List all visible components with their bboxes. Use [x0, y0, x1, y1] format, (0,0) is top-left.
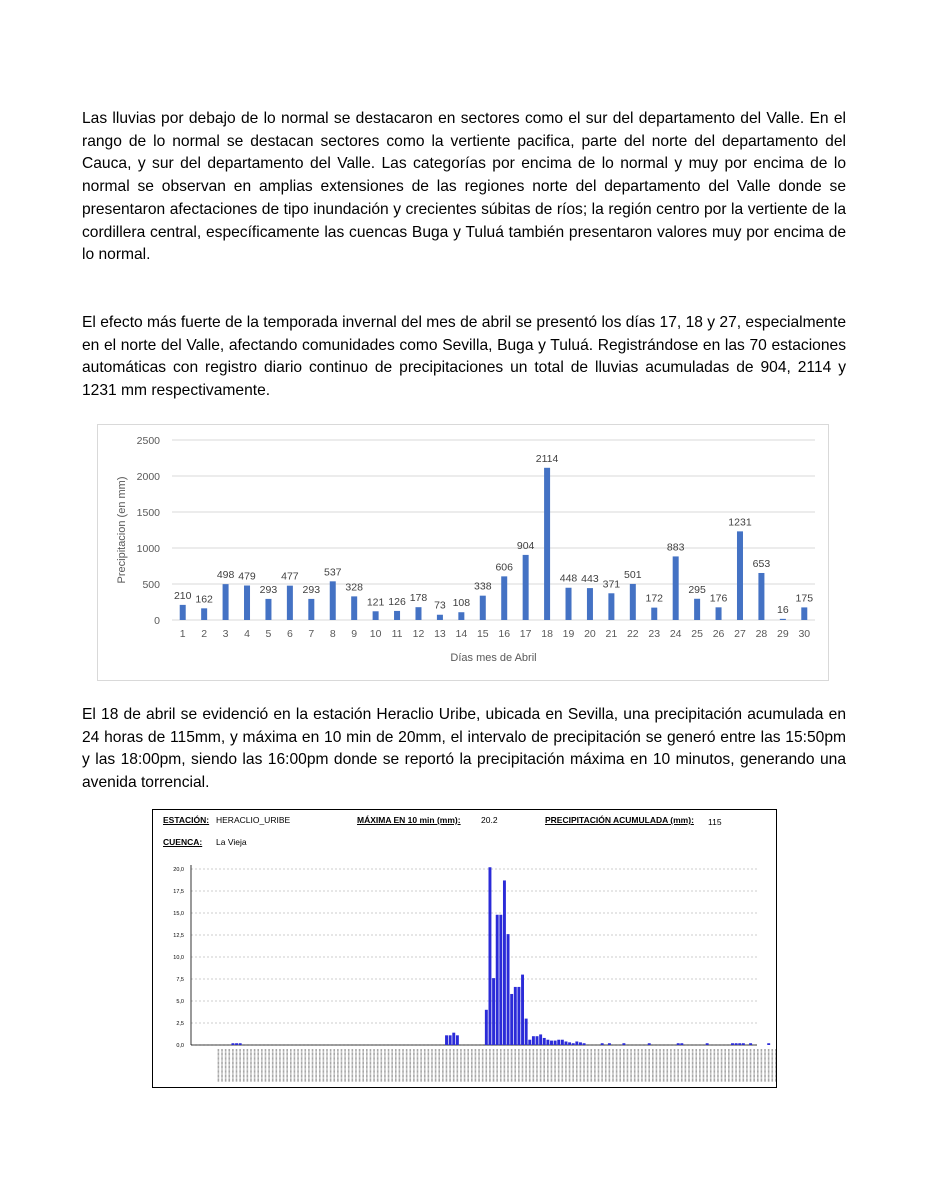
x-tick-label-1: 1: [179, 628, 186, 640]
data-label-day-24: 883: [666, 541, 685, 554]
bar-interval: [496, 915, 499, 1045]
bar-day-6: [287, 586, 293, 620]
data-label-day-30: 175: [795, 592, 814, 605]
data-label-day-18: 2114: [535, 452, 559, 465]
data-label-day-23: 172: [645, 592, 664, 605]
bar-day-25: [694, 599, 700, 620]
bar-interval: [543, 1038, 546, 1045]
x-tick-label-13: 13: [434, 628, 446, 640]
bar-interval: [510, 994, 513, 1045]
bar-interval: [507, 934, 510, 1045]
station-10min-chart-svg: [153, 810, 776, 1087]
y-tick-label-0: 0: [154, 615, 160, 627]
data-label-day-28: 653: [752, 557, 771, 570]
y-tick-label-4: 10,0: [173, 955, 184, 961]
station-10min-chart: [152, 809, 777, 1088]
x-tick-label-4: 4: [244, 628, 250, 640]
data-label-day-2: 162: [195, 593, 213, 606]
x-tick-label-22: 22: [626, 628, 639, 640]
y-tick-label-3: 1500: [136, 507, 160, 519]
bar-day-1: [180, 605, 186, 620]
x-tick-label-10: 10: [369, 628, 382, 640]
bar-interval: [738, 1043, 741, 1045]
y-tick-label-7: 17,5: [173, 889, 184, 895]
bar-interval: [731, 1043, 734, 1045]
bar-day-14: [458, 612, 464, 620]
bar-day-9: [351, 596, 357, 620]
bar-day-10: [373, 611, 379, 620]
bar-interval: [445, 1035, 448, 1045]
bar-interval: [742, 1043, 745, 1045]
y-tick-label-1: 500: [142, 579, 160, 591]
data-label-day-6: 477: [281, 570, 299, 583]
x-tick-label-2: 2: [201, 628, 208, 640]
data-label-day-8: 537: [323, 566, 342, 579]
x-tick-label-30: 30: [798, 628, 811, 640]
y-tick-label-3: 7,5: [176, 977, 184, 983]
bar-interval: [561, 1040, 564, 1045]
x-axis-title: Días mes de Abril: [450, 652, 537, 664]
bar-interval: [648, 1043, 651, 1045]
data-label-day-5: 293: [259, 583, 278, 596]
data-label-day-13: 73: [434, 599, 446, 612]
bar-interval: [235, 1043, 238, 1045]
bar-interval: [735, 1043, 738, 1045]
data-label-day-12: 178: [409, 592, 428, 605]
y-tick-label-2: 5,0: [176, 999, 184, 1005]
bar-interval: [239, 1043, 242, 1045]
bar-interval: [568, 1042, 571, 1045]
paragraph-winter-season-effect: El efecto más fuerte de la temporada invernal del mes de abril se presentó los días 17, 18 y 27, especialmente en el norte del Valle, afectando comunidades como Sevilla, Buga y Tuluá. Registrándose en las 70 estaciones automáticas con registro diario continuo de precipitaciones un total de lluvias acumuladas de 904, 2114 y 1231 mm respectivamente.: [82, 314, 846, 400]
bar-day-30: [801, 607, 807, 620]
bar-day-5: [265, 599, 271, 620]
x-tick-label-15: 15: [476, 628, 489, 640]
x-tick-label-6: 6: [286, 628, 293, 640]
bar-interval: [575, 1041, 578, 1045]
bar-day-19: [566, 588, 572, 620]
x-tick-label-27: 27: [734, 628, 746, 640]
data-label-day-26: 176: [709, 592, 728, 605]
bar-day-20: [587, 588, 593, 620]
x-tick-label-29: 29: [777, 628, 789, 640]
data-label-day-21: 371: [602, 578, 621, 591]
bar-day-3: [223, 584, 229, 620]
y-tick-label-0: 0,0: [176, 1043, 184, 1049]
x-tick-label-5: 5: [265, 628, 272, 640]
daily-precipitation-chart-svg: [98, 425, 828, 680]
bar-day-11: [394, 611, 400, 620]
daily-precipitation-chart: [97, 424, 829, 681]
bar-day-28: [758, 573, 764, 620]
bar-interval: [583, 1043, 586, 1045]
x-tick-label-19: 19: [562, 628, 575, 640]
x-tick-label-20: 20: [584, 628, 596, 640]
accumulated-value: 115: [708, 817, 722, 827]
bar-interval: [706, 1043, 709, 1045]
bar-interval: [485, 1010, 488, 1045]
bar-interval: [565, 1041, 568, 1045]
bar-interval: [539, 1034, 542, 1045]
x-tick-label-9: 9: [351, 628, 358, 640]
data-label-day-4: 479: [238, 570, 256, 583]
bar-interval: [550, 1041, 553, 1045]
bar-day-7: [308, 599, 314, 620]
x-tick-label-21: 21: [605, 628, 618, 640]
x-tick-label-28: 28: [755, 628, 768, 640]
bar-day-15: [480, 596, 486, 620]
basin-value: La Vieja: [216, 837, 247, 847]
data-label-day-7: 293: [302, 583, 321, 596]
bar-day-23: [651, 608, 657, 620]
y-tick-label-5: 2500: [136, 435, 160, 447]
x-tick-label-25: 25: [691, 628, 703, 640]
bar-day-17: [523, 555, 529, 620]
bar-interval: [680, 1043, 683, 1045]
data-label-day-14: 108: [452, 597, 471, 610]
bar-day-8: [330, 581, 336, 620]
bar-day-4: [244, 586, 250, 620]
x-tick-label-12: 12: [412, 628, 425, 640]
y-tick-label-1: 2,5: [176, 1021, 184, 1027]
y-tick-label-5: 12,5: [173, 933, 184, 939]
bar-interval: [546, 1040, 549, 1045]
bar-interval: [528, 1040, 531, 1045]
bar-interval: [536, 1036, 539, 1045]
bar-day-24: [673, 556, 679, 620]
x-tick-label-23: 23: [648, 628, 661, 640]
data-label-day-16: 606: [495, 561, 513, 574]
bar-day-26: [716, 607, 722, 620]
bar-day-21: [608, 593, 614, 620]
data-label-day-29: 16: [777, 603, 789, 616]
data-label-day-17: 904: [516, 539, 535, 552]
data-label-day-1: 210: [173, 589, 192, 602]
bar-interval: [601, 1043, 604, 1045]
bar-interval: [557, 1040, 560, 1045]
x-tick-label-26: 26: [712, 628, 725, 640]
bar-interval: [579, 1042, 582, 1045]
bar-interval: [677, 1043, 680, 1045]
bar-interval: [622, 1043, 625, 1045]
bar-interval: [749, 1043, 752, 1045]
bar-interval: [767, 1043, 770, 1045]
bar-interval: [452, 1033, 455, 1045]
bar-day-13: [437, 615, 443, 620]
bar-day-18: [544, 468, 550, 620]
bar-day-29: [780, 619, 786, 620]
bar-interval: [517, 987, 520, 1045]
station-value: HERACLIO_URIBE: [216, 815, 291, 825]
y-tick-label-4: 2000: [136, 471, 160, 483]
bar-interval: [499, 915, 502, 1045]
bar-day-12: [415, 607, 421, 620]
x-tick-label-24: 24: [669, 628, 682, 640]
basin-label: CUENCA:: [163, 837, 203, 847]
bar-day-27: [737, 531, 743, 620]
bar-interval: [532, 1036, 535, 1045]
x-tick-label-16: 16: [498, 628, 511, 640]
bar-interval: [554, 1041, 557, 1045]
data-label-day-22: 501: [624, 568, 642, 581]
bar-interval: [449, 1035, 452, 1045]
x-tick-label-7: 7: [308, 628, 315, 640]
y-tick-label-6: 15,0: [173, 911, 184, 917]
bar-interval: [489, 867, 492, 1045]
bar-day-2: [201, 608, 207, 620]
y-axis-title: Precipitacion (en mm): [116, 476, 128, 584]
data-label-day-3: 498: [216, 569, 235, 582]
y-tick-label-8: 20,0: [173, 867, 184, 873]
data-label-day-11: 126: [388, 595, 406, 608]
station-label: ESTACIÓN:: [163, 815, 210, 825]
bar-interval: [456, 1035, 459, 1045]
data-label-day-9: 328: [345, 581, 363, 594]
bar-interval: [231, 1043, 234, 1045]
bar-interval: [608, 1043, 611, 1045]
bar-interval: [525, 1019, 528, 1045]
x-tick-label-3: 3: [222, 628, 229, 640]
y-tick-label-2: 1000: [136, 543, 160, 555]
bar-interval: [503, 880, 506, 1045]
x-tick-label-17: 17: [519, 628, 532, 640]
max-10min-label: MÁXIMA EN 10 min (mm):: [357, 815, 461, 825]
paragraph-heraclio-uribe-event: El 18 de abril se evidenció en la estación Heraclio Uribe, ubicada en Sevilla, una precipitación acumulada en 24 horas de 115mm, y máxima en 10 min de 20mm, el intervalo de precipitación se generó entre las 15:50pm y las 18:00pm, siendo las 16:00pm donde se reportó la precipitación máxima en 10 minutos, generando una avenida torrencial.: [82, 706, 846, 792]
data-label-day-25: 295: [688, 583, 706, 596]
bar-day-16: [501, 576, 507, 620]
x-tick-label-18: 18: [541, 628, 553, 640]
data-label-day-27: 1231: [728, 516, 752, 529]
bar-day-22: [630, 584, 636, 620]
accumulated-label: PRECIPITACIÓN ACUMULADA (mm):: [545, 815, 694, 825]
x-tick-label-11: 11: [391, 628, 403, 640]
data-label-day-20: 443: [581, 573, 599, 586]
data-label-day-15: 338: [474, 580, 492, 593]
x-tick-label-8: 8: [329, 628, 336, 640]
data-label-day-19: 448: [559, 572, 578, 585]
bar-interval: [572, 1043, 575, 1045]
bar-interval: [521, 975, 524, 1045]
bar-interval: [514, 987, 517, 1045]
paragraph-rain-categories: Las lluvias por debajo de lo normal se destacaron en sectores como el sur del departamento del Valle. En el rango de lo normal se destacan sectores como la vertiente pacifica, parte del norte del departamento del Cauca, y sur del departamento del Valle. Las categorías por encima de lo normal y muy por encima de lo normal se observan en amplias extensiones de las regiones norte del departamento del Valle donde se presentaron afectaciones de tipo inundación y crecientes súbitas de ríos; la región centro por la vertiente de la cordillera central, específicamente las cuencas Buga y Tuluá también presentaron valores muy por encima de lo normal.: [82, 110, 846, 264]
x-tick-label-14: 14: [455, 628, 468, 640]
bar-interval: [492, 978, 495, 1045]
max-10min-value: 20.2: [481, 815, 498, 825]
data-label-day-10: 121: [366, 596, 385, 609]
